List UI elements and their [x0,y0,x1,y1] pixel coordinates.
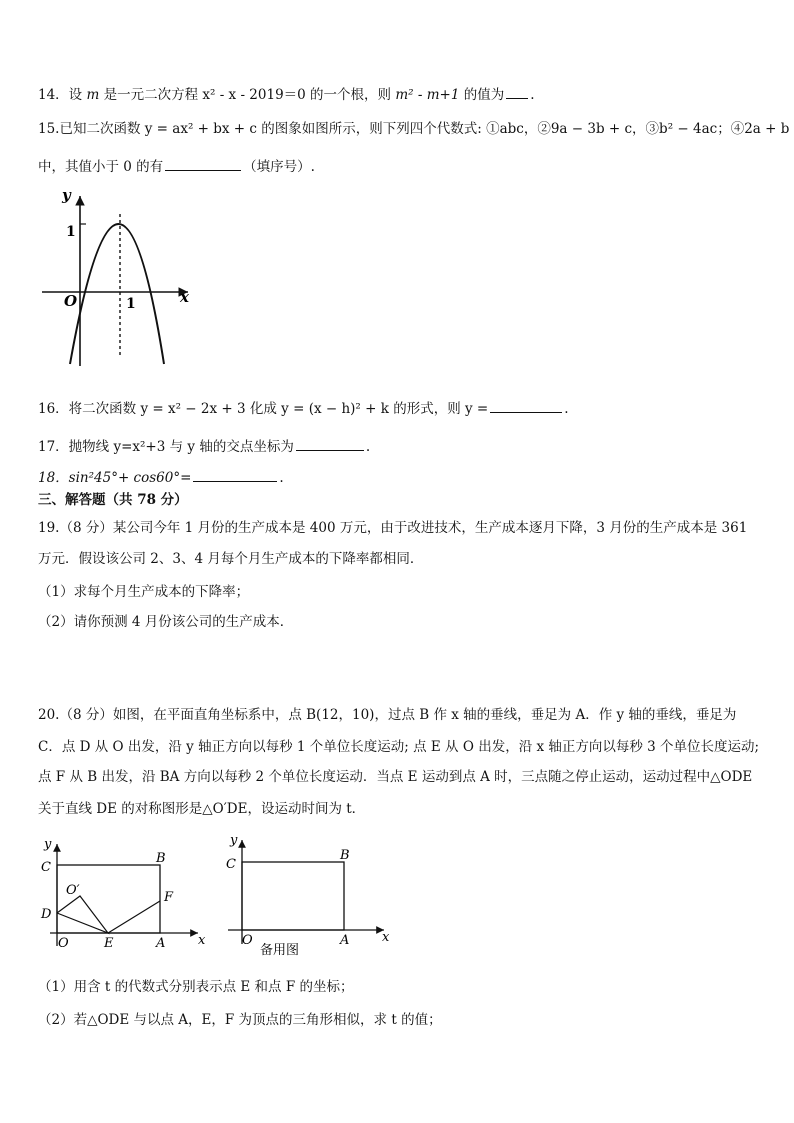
q14-middle: 是一元二次方程 x² - x - 2019＝0 的一个根，则 [99,87,396,103]
q14-answer-blank[interactable] [506,84,528,99]
figure-20-main [38,834,210,956]
fig-a-rectangle [57,865,160,933]
graph-y-label: y [62,186,71,204]
q15-answer-blank[interactable] [165,156,241,171]
fig-a-label-A: A [156,936,166,951]
graph-x-one-label: 1 [126,296,136,312]
q17-prefix: 17．抛物线 y=x²+3 与 y 轴的交点坐标为 [38,439,294,455]
question-19-sub1: （1）求每个月生产成本的下降率； [38,584,250,600]
fig-a-label-E: E [104,936,114,951]
graph-origin-label: O [64,292,78,310]
fig-b-label-y: y [230,833,238,848]
question-20-line4: 关于直线 DE 的对称图形是△O′DE，设运动时间为 t． [38,801,366,817]
question-20-line1: 20.（8 分）如图，在平面直角坐标系中，点 B(12，10)，过点 B 作 x 轴的垂线，垂足为 A．作 y 轴的垂线，垂足为 [38,707,737,723]
q17-end: . [365,439,371,455]
q18-end: . [279,470,284,486]
parabola-graph [38,184,198,370]
graph-y-one-label: 1 [66,224,76,240]
fig-a-label-F: F [164,890,174,905]
fig-b-label-A: A [340,933,350,948]
fig-a-label-C: C [41,860,51,875]
q16-prefix: 16．将二次函数 y = x² − 2x + 3 化成 y = (x − h)² + k 的形式，则 y = [38,401,489,417]
question-20-line2: C．点 D 从 O 出发，沿 y 轴正方向以每秒 1 个单位长度运动; 点 E 从 O 出发，沿 x 轴正方向以每秒 3 个单位长度运动; [38,739,760,755]
fig-a-label-O: O [58,936,69,951]
fig-b-rectangle [242,862,344,930]
fig-b-caption: 备用图 [260,943,300,958]
question-18 [38,467,284,487]
q15-suffix: （填序号）. [243,159,315,175]
fig-a-label-D: D [41,907,52,922]
question-19-line1: 19.（8 分）某公司今年 1 月份的生产成本是 400 万元，由于改进技术，生产成本逐月下降，3 月份的生产成本是 361 [38,520,748,536]
fig-a-triangle-ODE-reflected [57,896,108,933]
question-19-line2: 万元．假设该公司 2、3、4 月每个月生产成本的下降率都相同． [38,551,424,567]
fig-b-label-x: x [382,930,390,945]
question-16 [38,398,569,418]
q15-prefix: 中，其值小于 0 的有 [38,159,164,175]
section-3-heading: 三、解答题（共 78 分） [38,492,188,508]
question-15-line2 [38,156,315,176]
figure-20-spare [222,830,394,960]
q16-end: . [564,401,569,417]
q14-prefix: 14．设 [38,87,87,103]
fig-a-label-O-prime: O′ [66,883,80,898]
question-17 [38,436,370,456]
fig-a-label-B: B [156,851,166,866]
q18-answer-blank[interactable] [193,467,277,482]
fig-a-label-x: x [198,933,206,948]
q16-answer-blank[interactable] [490,398,562,413]
question-20-line3: 点 F 从 B 出发，沿 BA 方向以每秒 2 个单位长度运动．当点 E 运动到点 A 时，三点随之停止运动，运动过程中△ODE [38,769,753,785]
q14-suffix: 的值为 [459,87,505,103]
q14-variable-m: m [86,87,100,103]
fig-b-label-B: B [340,848,350,863]
fig-a-label-y: y [44,837,52,852]
fig-b-label-C: C [226,857,236,872]
q14-expression: m² - m+1 [395,87,460,103]
q18-prefix: 18．sin²45°+ cos60°= [38,470,192,486]
parabola-curve [70,224,164,364]
graph-x-label: x [180,288,189,306]
question-19-sub2: （2）请你预测 4 月份该公司的生产成本． [38,614,294,630]
question-14 [38,84,535,104]
question-20-sub2: （2）若△ODE 与以点 A，E，F 为顶点的三角形相似，求 t 的值； [38,1012,442,1028]
q14-end: . [530,87,535,103]
fig-b-label-O: O [242,933,253,948]
q17-answer-blank[interactable] [296,436,364,451]
question-15-line1: 15.已知二次函数 y = ax² + bx + c 的图象如图所示，则下列四个代数式: ①abc，②9a − 3b + c，③b² − 4ac；④2a + b [38,121,790,137]
fig-a-segment-EF [108,901,160,933]
question-20-sub1: （1）用含 t 的代数式分别表示点 E 和点 F 的坐标； [38,979,354,995]
